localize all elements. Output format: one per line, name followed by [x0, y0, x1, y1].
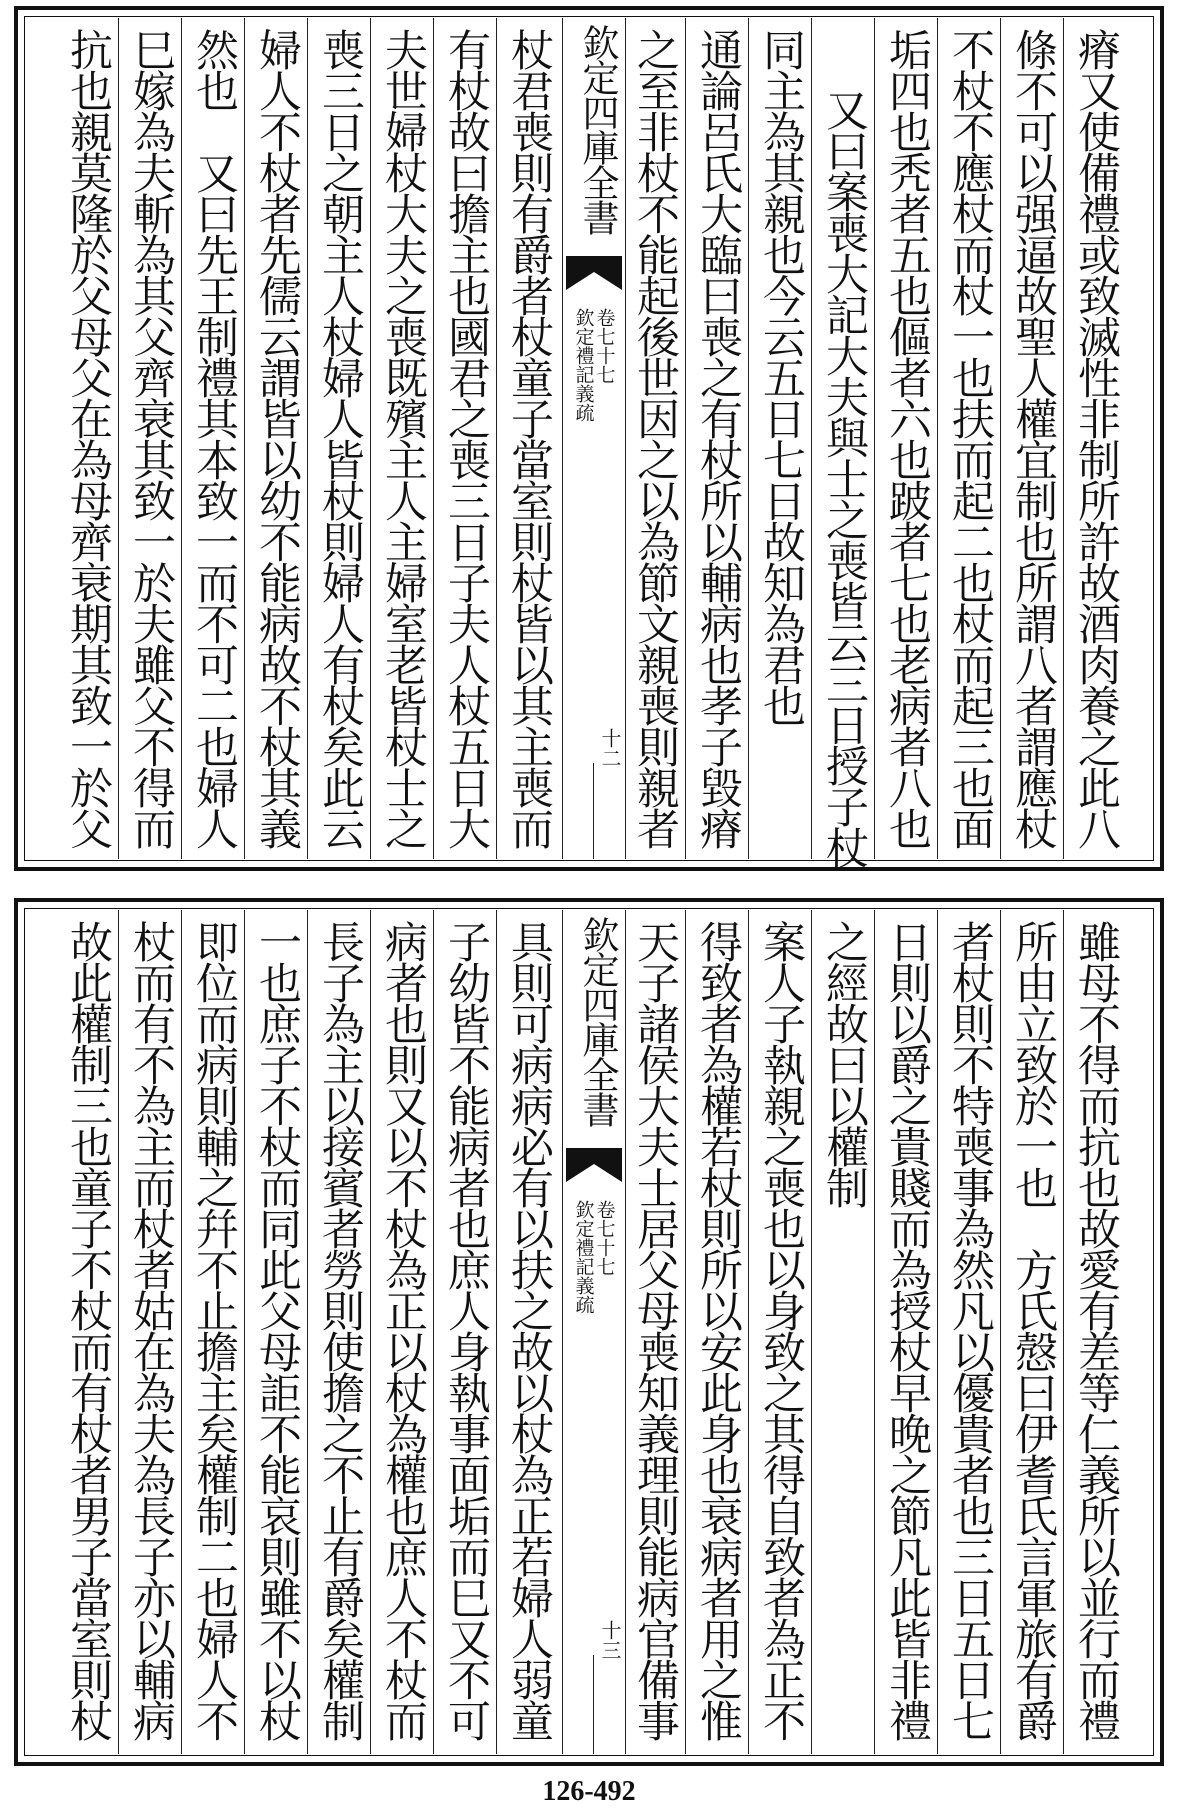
book-title: 欽定四庫全書 [576, 24, 619, 234]
page-top [14, 6, 1164, 871]
text-column [940, 920, 1000, 1744]
column-text: 抗也親莫隆於父母父在為母齊衰期其致一於父 [63, 28, 113, 848]
volume-label-line-2: 卷七十七 [593, 1200, 616, 1276]
text-column [58, 920, 118, 1744]
text-column [373, 28, 433, 849]
column-rule [937, 910, 938, 1754]
column-text: 垢四也秃者五也傴者六也跛者七也老病者八也 [882, 28, 932, 848]
text-column [1003, 28, 1063, 849]
text-column [247, 920, 307, 1744]
volume-label [563, 1200, 625, 1314]
column-rule [118, 910, 119, 1754]
text-column [877, 920, 937, 1744]
text-column [814, 28, 874, 867]
column-text: 不杖不應杖而杖一也扶而起二也杖而起三也面 [945, 28, 995, 848]
column-rule [370, 18, 371, 859]
column-text: 一也庶子不杖而同此父母詎不能哀則雖不以杖 [252, 920, 302, 1740]
column-rule [874, 910, 875, 1754]
text-column [373, 920, 433, 1744]
text-column [310, 920, 370, 1744]
volume-label-line-1: 欽定禮記義疏 [572, 308, 595, 422]
column-rule [1000, 910, 1001, 1754]
column-text: 杖而有不為主而杖者姑在為夫為長子亦以輔病 [126, 920, 176, 1740]
column-rule [244, 910, 245, 1754]
text-column [688, 920, 748, 1744]
column-rule [496, 18, 497, 859]
column-rule [496, 910, 497, 1754]
column-text: 病者也則又以不杖為正以杖為權也庶人不杖而 [378, 920, 428, 1740]
text-column [1066, 28, 1126, 849]
column-text: 條不可以强逼故聖人權宜制也所謂八者謂應杖 [1008, 28, 1058, 848]
column-rule [118, 18, 119, 859]
column-text: 瘠又使備禮或致滅性非制所許故酒肉養之此八 [1071, 28, 1121, 848]
column-text: 日則以爵之貴賤而為授杖早晚之節凡此皆非禮 [882, 920, 932, 1740]
column-text: 喪三日之朝主人杖婦人皆杖則婦人有杖矣此云 [315, 28, 365, 848]
center-strip [562, 910, 626, 1754]
column-text: 之至非杖不能起後世因之以為節文親喪則親者 [630, 28, 680, 848]
page-top-body [26, 18, 1152, 867]
column-rule [433, 18, 434, 859]
fishtail-mark-icon [566, 1148, 622, 1182]
text-column [436, 28, 496, 849]
strip-divider [593, 1655, 594, 1754]
column-text: 杖君喪則有爵者杖童子當室則杖皆以其主喪而 [504, 28, 554, 848]
column-rule [811, 910, 812, 1754]
column-rule [685, 910, 686, 1754]
page-bottom-body [26, 910, 1152, 1754]
column-text: 具則可病病必有以扶之故以杖為正若婦人弱童 [504, 920, 554, 1740]
center-strip [562, 18, 626, 859]
column-text: 天子諸侯大夫士居父母喪知義理則能病官備事 [630, 920, 680, 1740]
column-text: 故此權制三也童子不杖而有杖者男子當室則杖 [63, 920, 113, 1740]
text-column [499, 28, 559, 849]
text-column [625, 920, 685, 1744]
text-column [184, 28, 244, 849]
column-text: 案人子執親之喪也以身致之其得自致者為正不 [756, 920, 806, 1740]
text-column [121, 920, 181, 1744]
text-column [877, 28, 937, 849]
column-rule [307, 18, 308, 859]
text-column [625, 28, 685, 849]
text-column [688, 28, 748, 849]
column-rule [1063, 910, 1064, 1754]
volume-label [563, 308, 625, 422]
text-column [247, 28, 307, 849]
fishtail-mark-icon [566, 256, 622, 290]
text-column [121, 28, 181, 849]
text-column [58, 28, 118, 849]
text-column [814, 920, 874, 1744]
column-rule [811, 18, 812, 859]
column-text: 夫世婦杖大夫之喪既殯主人主婦室老皆杖士之 [378, 28, 428, 848]
strip-divider [593, 763, 594, 859]
column-text: 通論呂氏大臨曰喪之有杖所以輔病也孝子毀瘠 [693, 28, 743, 848]
volume-label-line-1: 欽定禮記義疏 [572, 1200, 595, 1314]
column-rule [874, 18, 875, 859]
leaf-number: 十二 [598, 728, 622, 768]
text-column [436, 920, 496, 1744]
column-rule [1063, 18, 1064, 859]
text-column [1066, 920, 1126, 1744]
column-text: 長子為主以接賓者勞則使擔之不止有爵矣權制 [315, 920, 365, 1740]
text-column [499, 920, 559, 1744]
column-text: 有杖故曰擔主也國君之喪三日子夫人杖五日大 [441, 28, 491, 848]
leaf-number: 十三 [598, 1620, 622, 1660]
column-rule [181, 18, 182, 859]
text-column [310, 28, 370, 849]
column-rule [748, 910, 749, 1754]
column-rule [181, 910, 182, 1754]
page-footer-number: 126-492 [542, 1776, 636, 1807]
text-column [751, 920, 811, 1744]
column-text: 子幼皆不能病者也庶人身執事面垢而巳又不可 [441, 920, 491, 1740]
column-rule [244, 18, 245, 859]
column-text: 所由立致於一也 方氏慤曰伊耆氏言軍旅有爵 [1008, 920, 1058, 1740]
page-bottom [14, 898, 1164, 1766]
column-text: 然也 又曰先王制禮其本致一而不可二也婦人 [189, 28, 239, 848]
column-rule [307, 910, 308, 1754]
column-text: 同主為其親也今云五日七日故知為君也 [756, 28, 806, 725]
column-text: 得致者為權若杖則所以安此身也衰病者用之惟 [693, 920, 743, 1740]
column-text: 之經故曰以權制 [819, 920, 869, 1207]
column-rule [937, 18, 938, 859]
column-text: 巳嫁為夫斬為其父齊衰其致一於夫雖父不得而 [126, 28, 176, 848]
column-rule [685, 18, 686, 859]
book-title: 欽定四庫全書 [576, 916, 619, 1126]
column-text: 婦人不杖者先儒云謂皆以幼不能病故不杖其義 [252, 28, 302, 848]
text-column [751, 28, 811, 849]
text-column [940, 28, 1000, 849]
column-rule [1000, 18, 1001, 859]
column-text: 雖母不得而抗也故愛有差等仁義所以並行而禮 [1071, 920, 1121, 1740]
volume-label-line-2: 卷七十七 [593, 308, 616, 384]
column-rule [370, 910, 371, 1754]
text-column [1003, 920, 1063, 1744]
column-rule [433, 910, 434, 1754]
column-text: 者杖則不特喪事為然凡以優貴者也三日五日七 [945, 920, 995, 1740]
column-text: 即位而病則輔之幷不止擔主矣權制二也婦人不 [189, 920, 239, 1740]
column-text: 又曰案喪大記大夫與士之喪皆云三日授子杖 [819, 88, 869, 867]
text-column [184, 920, 244, 1744]
column-rule [748, 18, 749, 859]
